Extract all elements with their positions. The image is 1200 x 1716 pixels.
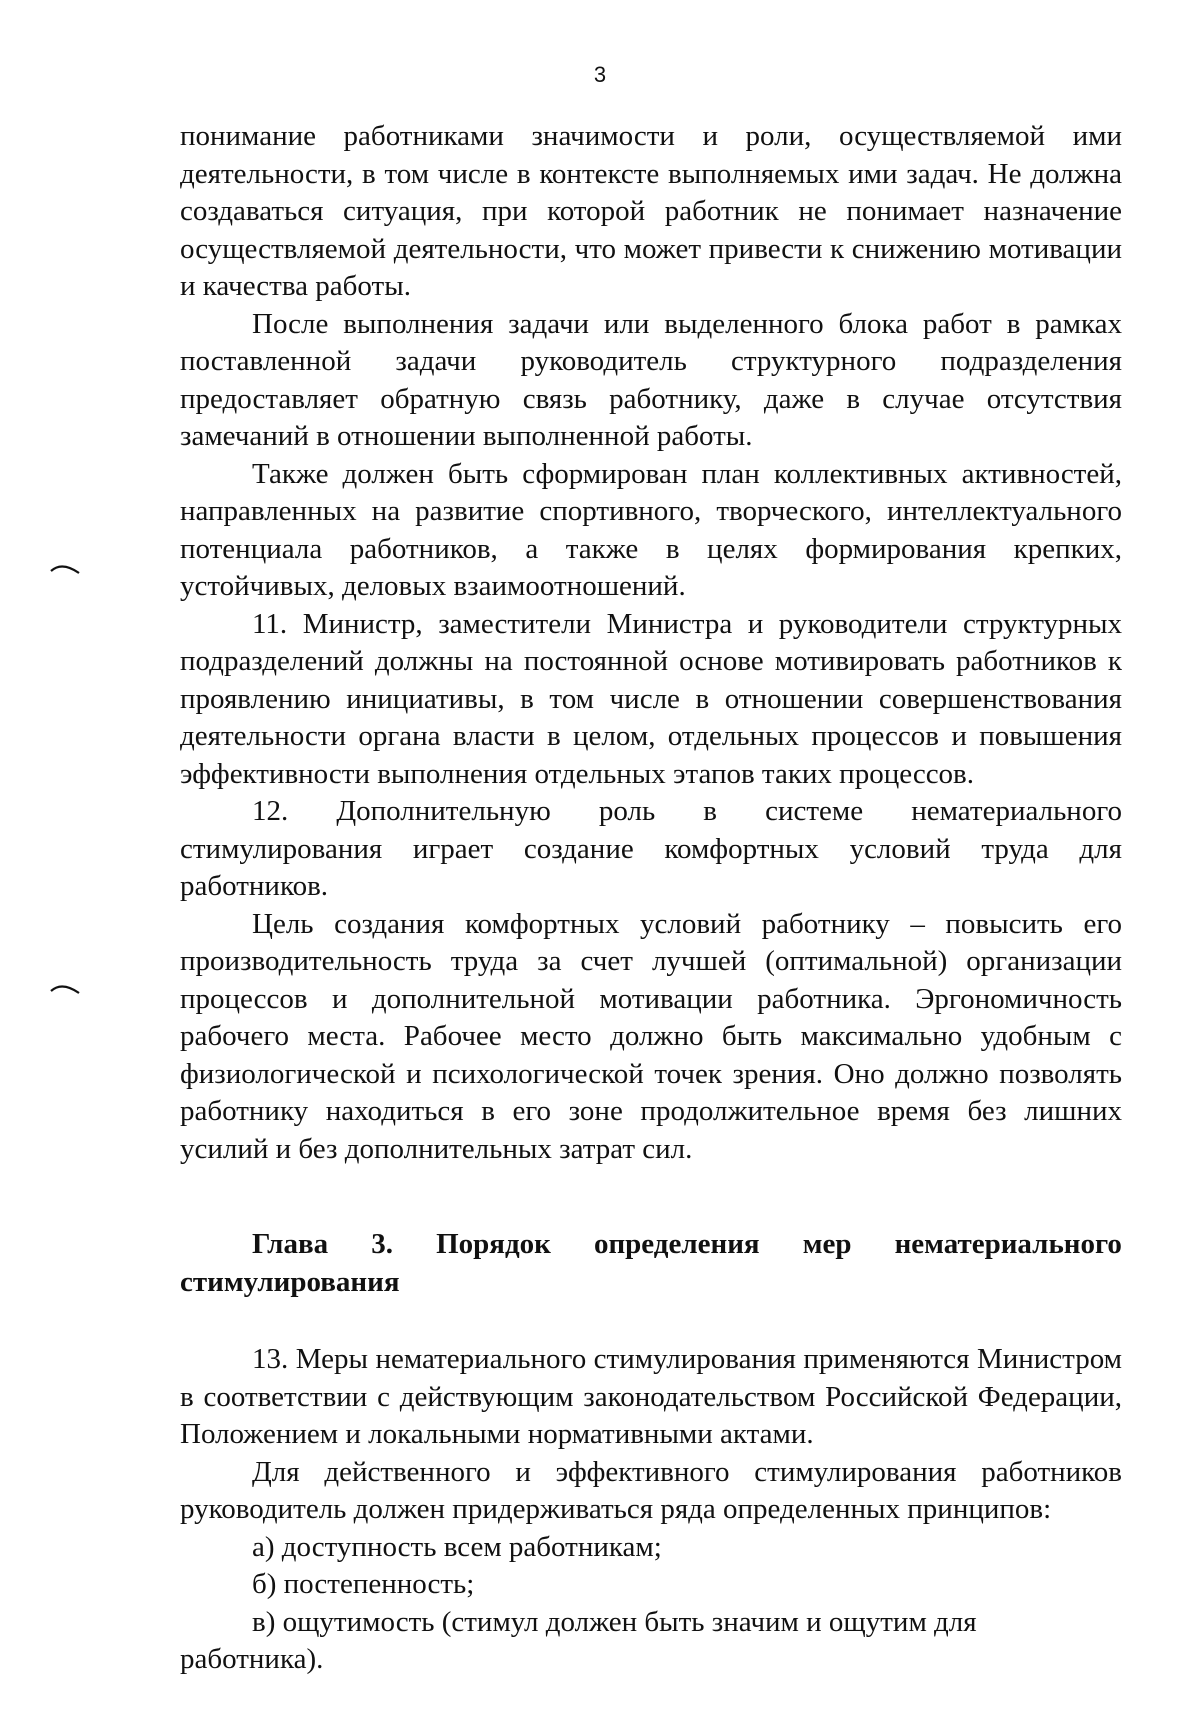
paragraph-item-11: 11. Министр, заместители Министра и руководители структурных подразделений должны на постоянной основе мотивировать работников к проявлению инициативы, в том числе в отношении совершенствования деятельности органа власти в целом, отдельных процессов и повышения эффективности выполнения отдельных этапов таких процессов. bbox=[180, 607, 1122, 790]
paragraph: Для действенного и эффективного стимулирования работников руководитель должен придерживаться ряда определенных принципов: bbox=[180, 1455, 1122, 1525]
binder-mark-icon bbox=[50, 560, 80, 574]
document-body bbox=[180, 118, 1122, 1679]
chapter-heading-word: мер bbox=[802, 1228, 852, 1260]
list-item: а) доступность всем работникам; bbox=[252, 1530, 662, 1563]
page-number: 3 bbox=[593, 62, 607, 87]
chapter-section bbox=[180, 1341, 1122, 1679]
paragraph: Также должен быть сформирован план коллективных активностей, направленных на развитие спортивного, творческого, интеллектуального потенциала работников, а также в целях формирования крепких, устойчивых, деловых взаимоотношений. bbox=[180, 457, 1122, 602]
list-item: б) постепенность; bbox=[252, 1568, 475, 1600]
paragraph-item-13: 13. Меры нематериального стимулирования применяются Министром в соответствии с действующим законодательством Российской Федерации, Положением и локальными нормативными актами. bbox=[180, 1343, 1122, 1450]
chapter-heading-word: Глава bbox=[252, 1228, 329, 1260]
chapter-heading bbox=[180, 1226, 1122, 1301]
chapter-heading-word: нематериального bbox=[894, 1228, 1122, 1260]
chapter-heading-word: определения bbox=[593, 1228, 760, 1260]
chapter-heading-word: Порядок bbox=[436, 1228, 551, 1260]
paragraph: понимание работниками значимости и роли, осуществляемой ими деятельности, в том числе в контексте выполняемых ими задач. Не должна создаваться ситуация, при которой работник не понимает назначение осуществляемой деятельности, что может привести к снижению мотивации и качества работы. bbox=[180, 120, 1122, 302]
paragraph: После выполнения задачи или выделенного блока работ в рамках поставленной задачи руководитель структурного подразделения предоставляет обратную связь работнику, даже в случае отсутствия замечаний в отношении выполненной работы. bbox=[180, 307, 1122, 452]
chapter-heading-word: 3. bbox=[371, 1228, 393, 1260]
list-item: в) ощутимость (стимул должен быть значим и ощутим для работника). bbox=[180, 1605, 977, 1675]
chapter-heading-line2: стимулирования bbox=[180, 1265, 400, 1298]
paragraph-item-12: 12. Дополнительную роль в системе нематериального стимулирования играет создание комфортных условий труда для работников. bbox=[180, 795, 1122, 902]
paragraph: Цель создания комфортных условий работнику – повысить его производительность труда за счет лучшей (оптимальной) организации процессов и дополнительной мотивации работника. Эргономичность рабочего места. Рабочее место должно быть максимально удобным с физиологической и психологической точек зрения. Оно должно позволять работнику находиться в его зоне продолжительное время без лишних усилий и без дополнительных затрат сил. bbox=[180, 907, 1122, 1165]
binder-mark-icon bbox=[50, 980, 80, 994]
